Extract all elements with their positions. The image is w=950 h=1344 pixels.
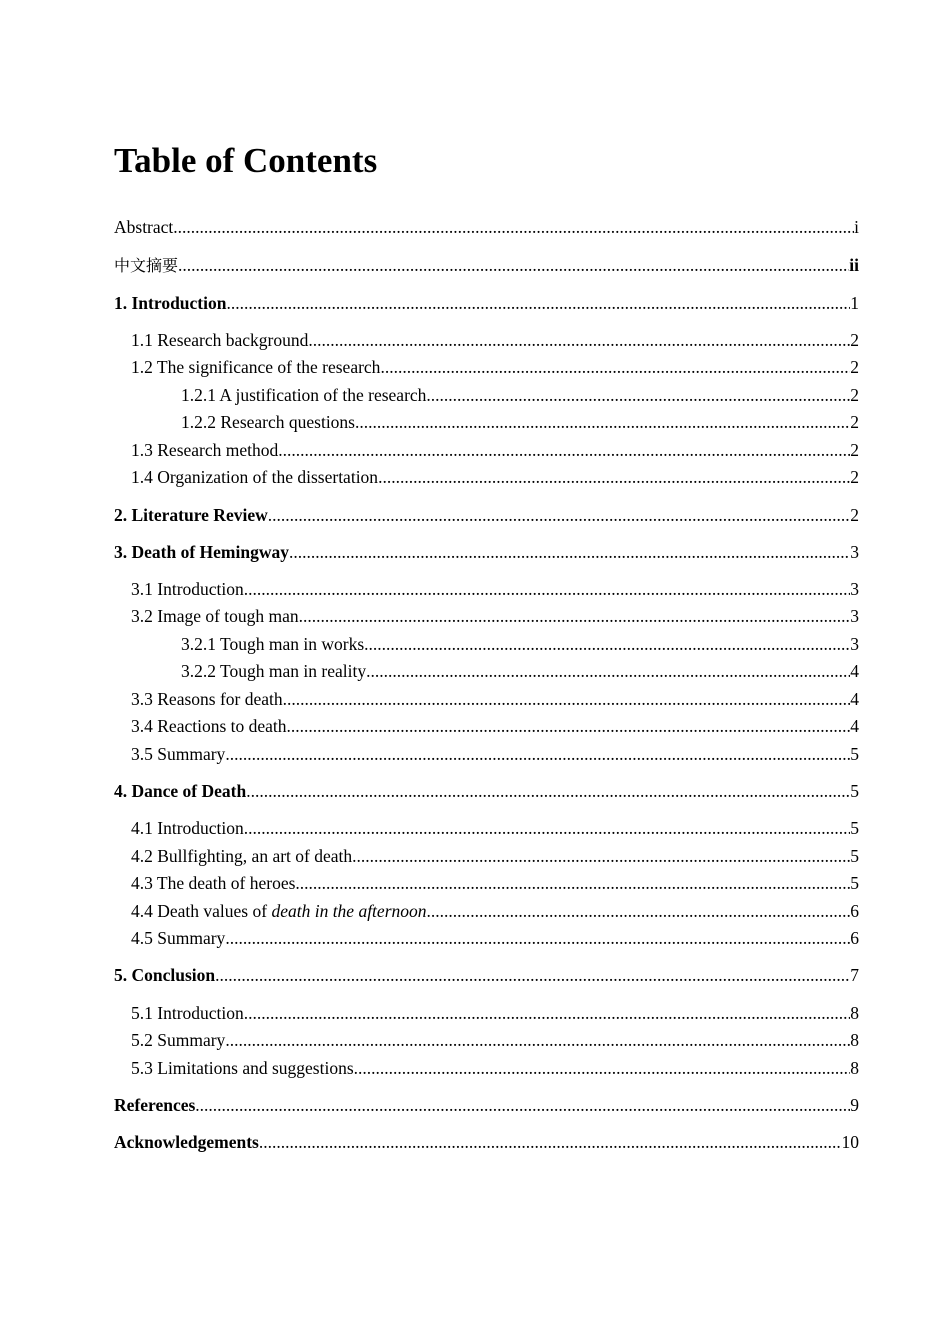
toc-entry-title: 1.2.2 Research questions — [181, 412, 355, 432]
toc-entry-1-2-2[interactable] — [181, 410, 859, 434]
toc-entry-page: 1 — [850, 293, 859, 313]
dot-leader — [226, 291, 850, 315]
toc-entry-title: 5.2 Summary — [131, 1030, 226, 1050]
dot-leader — [355, 410, 850, 434]
toc-entry-page: 5 — [850, 846, 859, 866]
toc-entry-title: 5.1 Introduction — [131, 1003, 244, 1023]
dot-leader — [308, 328, 850, 352]
toc-entry-5-3[interactable] — [131, 1056, 859, 1080]
toc-entry-chapter-5[interactable] — [114, 963, 859, 987]
dot-leader — [352, 844, 850, 868]
toc-entry-3-2-2[interactable] — [181, 659, 859, 683]
toc-entry-title: 1.4 Organization of the dissertation — [131, 467, 379, 487]
toc-entry-title: 3.2 Image of tough man — [131, 606, 299, 626]
dot-leader — [246, 779, 850, 803]
toc-entry-references[interactable] — [114, 1093, 859, 1117]
toc-entry-page: 5 — [850, 818, 859, 838]
dot-leader — [299, 604, 851, 628]
page-title: Table of Contents — [114, 141, 378, 180]
toc-entry-page: 5 — [850, 744, 859, 764]
toc-entry-chapter-1[interactable] — [114, 291, 859, 315]
toc-entry-page: ii — [849, 255, 859, 275]
toc-entry-acknowledgements[interactable] — [114, 1130, 859, 1154]
toc-entry-title: 1.2.1 A justification of the research — [181, 385, 427, 405]
toc-entry-3-5[interactable] — [131, 742, 859, 766]
toc-entry-page: 4 — [850, 689, 859, 709]
toc-entry-title: Acknowledgements — [114, 1132, 259, 1152]
toc-entry-3-1[interactable] — [131, 577, 859, 601]
dot-leader — [244, 816, 850, 840]
toc-entry-3-2[interactable] — [131, 604, 859, 628]
toc-entry-page: 4 — [850, 661, 859, 681]
toc-entry-page: 5 — [850, 781, 859, 801]
dot-leader — [244, 1001, 850, 1025]
toc-entry-title: 4. Dance of Death — [114, 781, 247, 801]
toc-entry-page: 10 — [841, 1132, 859, 1152]
toc-entry-page: 2 — [850, 357, 859, 377]
toc-entry-title: 3.5 Summary — [131, 744, 226, 764]
dot-leader — [287, 714, 851, 738]
toc-entry-page: 8 — [850, 1030, 859, 1050]
dot-leader — [178, 253, 849, 277]
toc-entry-title: 2. Literature Review — [114, 505, 268, 525]
toc-entry-4-5[interactable] — [131, 926, 859, 950]
toc-entry-title: 中文摘要 — [114, 256, 179, 275]
toc-entry-page: 6 — [850, 928, 859, 948]
toc-entry-title: 3.2.1 Tough man in works — [181, 634, 365, 654]
toc-entry-title: 4.1 Introduction — [131, 818, 244, 838]
dot-leader — [364, 632, 850, 656]
toc-entry-1-4[interactable] — [131, 465, 859, 489]
toc-entry-5-2[interactable] — [131, 1028, 859, 1052]
dot-leader — [380, 355, 850, 379]
toc-entry-title: 5. Conclusion — [114, 965, 216, 985]
dot-leader — [354, 1056, 851, 1080]
toc-entry-3-2-1[interactable] — [181, 632, 859, 656]
dot-leader — [427, 899, 851, 923]
toc-entry-title-italic: death in the afternoon — [271, 901, 427, 921]
toc-entry-chinese-abstract[interactable] — [114, 253, 859, 277]
toc-entry-title: 3.4 Reactions to death — [131, 716, 287, 736]
toc-entry-1-2-1[interactable] — [181, 383, 859, 407]
dot-leader — [283, 687, 851, 711]
dot-leader — [173, 215, 854, 239]
toc-entry-title: 1.3 Research method — [131, 440, 279, 460]
toc-entry-4-2[interactable] — [131, 844, 859, 868]
dot-leader — [378, 465, 850, 489]
toc-entry-title: 1.2 The significance of the research — [131, 357, 381, 377]
dot-leader — [195, 1093, 850, 1117]
toc-entry-page: 4 — [850, 716, 859, 736]
toc-entry-3-3[interactable] — [131, 687, 859, 711]
toc-entry-title: 4.3 The death of heroes — [131, 873, 296, 893]
toc-entry-page: 3 — [850, 634, 859, 654]
toc-entry-page: 6 — [850, 901, 859, 921]
toc-entry-title: References — [114, 1095, 196, 1115]
toc-entry-page: 3 — [850, 542, 859, 562]
toc-entry-title: 1. Introduction — [114, 293, 227, 313]
toc-entry-title: 4.2 Bullfighting, an art of death — [131, 846, 353, 866]
dot-leader — [244, 577, 850, 601]
toc-entry-page: 2 — [850, 505, 859, 525]
dot-leader — [259, 1130, 842, 1154]
toc-entry-title: 3. Death of Hemingway — [114, 542, 289, 562]
toc-entry-chapter-2[interactable] — [114, 503, 859, 527]
toc-entry-page: 2 — [850, 440, 859, 460]
toc-entry-page: 2 — [850, 385, 859, 405]
dot-leader — [289, 540, 850, 564]
dot-leader — [366, 659, 850, 683]
toc-entry-3-4[interactable] — [131, 714, 859, 738]
toc-entry-title: 1.1 Research background — [131, 330, 309, 350]
toc-entry-1-3[interactable] — [131, 438, 859, 462]
toc-entry-chapter-3[interactable] — [114, 540, 859, 564]
dot-leader — [268, 503, 851, 527]
toc-entry-page: 2 — [850, 412, 859, 432]
toc-entry-page: 3 — [850, 579, 859, 599]
dot-leader — [215, 963, 850, 987]
toc-entry-page: 8 — [850, 1003, 859, 1023]
toc-entry-abstract[interactable] — [114, 215, 859, 239]
dot-leader — [225, 926, 850, 950]
toc-entry-page: 3 — [850, 606, 859, 626]
toc-entry-1-1[interactable] — [131, 328, 859, 352]
toc-entry-5-1[interactable] — [131, 1001, 859, 1025]
toc-entry-title: 5.3 Limitations and suggestions — [131, 1058, 354, 1078]
toc-entry-page: 5 — [850, 873, 859, 893]
toc-entry-page: 8 — [850, 1058, 859, 1078]
dot-leader — [426, 383, 850, 407]
dot-leader — [278, 438, 850, 462]
dot-leader — [225, 1028, 850, 1052]
toc-entry-page: 2 — [850, 467, 859, 487]
toc-entry-page: 9 — [850, 1095, 859, 1115]
toc-entry-page: i — [854, 217, 859, 237]
toc-entry-page: 7 — [850, 965, 859, 985]
toc-entry-title: 3.2.2 Tough man in reality — [181, 661, 367, 681]
toc-entry-4-3[interactable] — [131, 871, 859, 895]
toc-entry-title: 3.1 Introduction — [131, 579, 244, 599]
toc-entry-page: 2 — [850, 330, 859, 350]
toc-entry-title: Abstract — [114, 217, 174, 237]
toc-entry-4-4[interactable] — [131, 899, 859, 923]
toc-entry-title — [131, 899, 427, 923]
toc-entry-title: 3.3 Reasons for death — [131, 689, 283, 709]
toc-entry-4-1[interactable] — [131, 816, 859, 840]
toc-entry-title: 4.5 Summary — [131, 928, 226, 948]
toc-entry-chapter-4[interactable] — [114, 779, 859, 803]
dot-leader — [225, 742, 850, 766]
toc-entry-title-text: 4.4 Death values of — [131, 901, 272, 921]
dot-leader — [295, 871, 850, 895]
toc-entry-1-2[interactable] — [131, 355, 859, 379]
